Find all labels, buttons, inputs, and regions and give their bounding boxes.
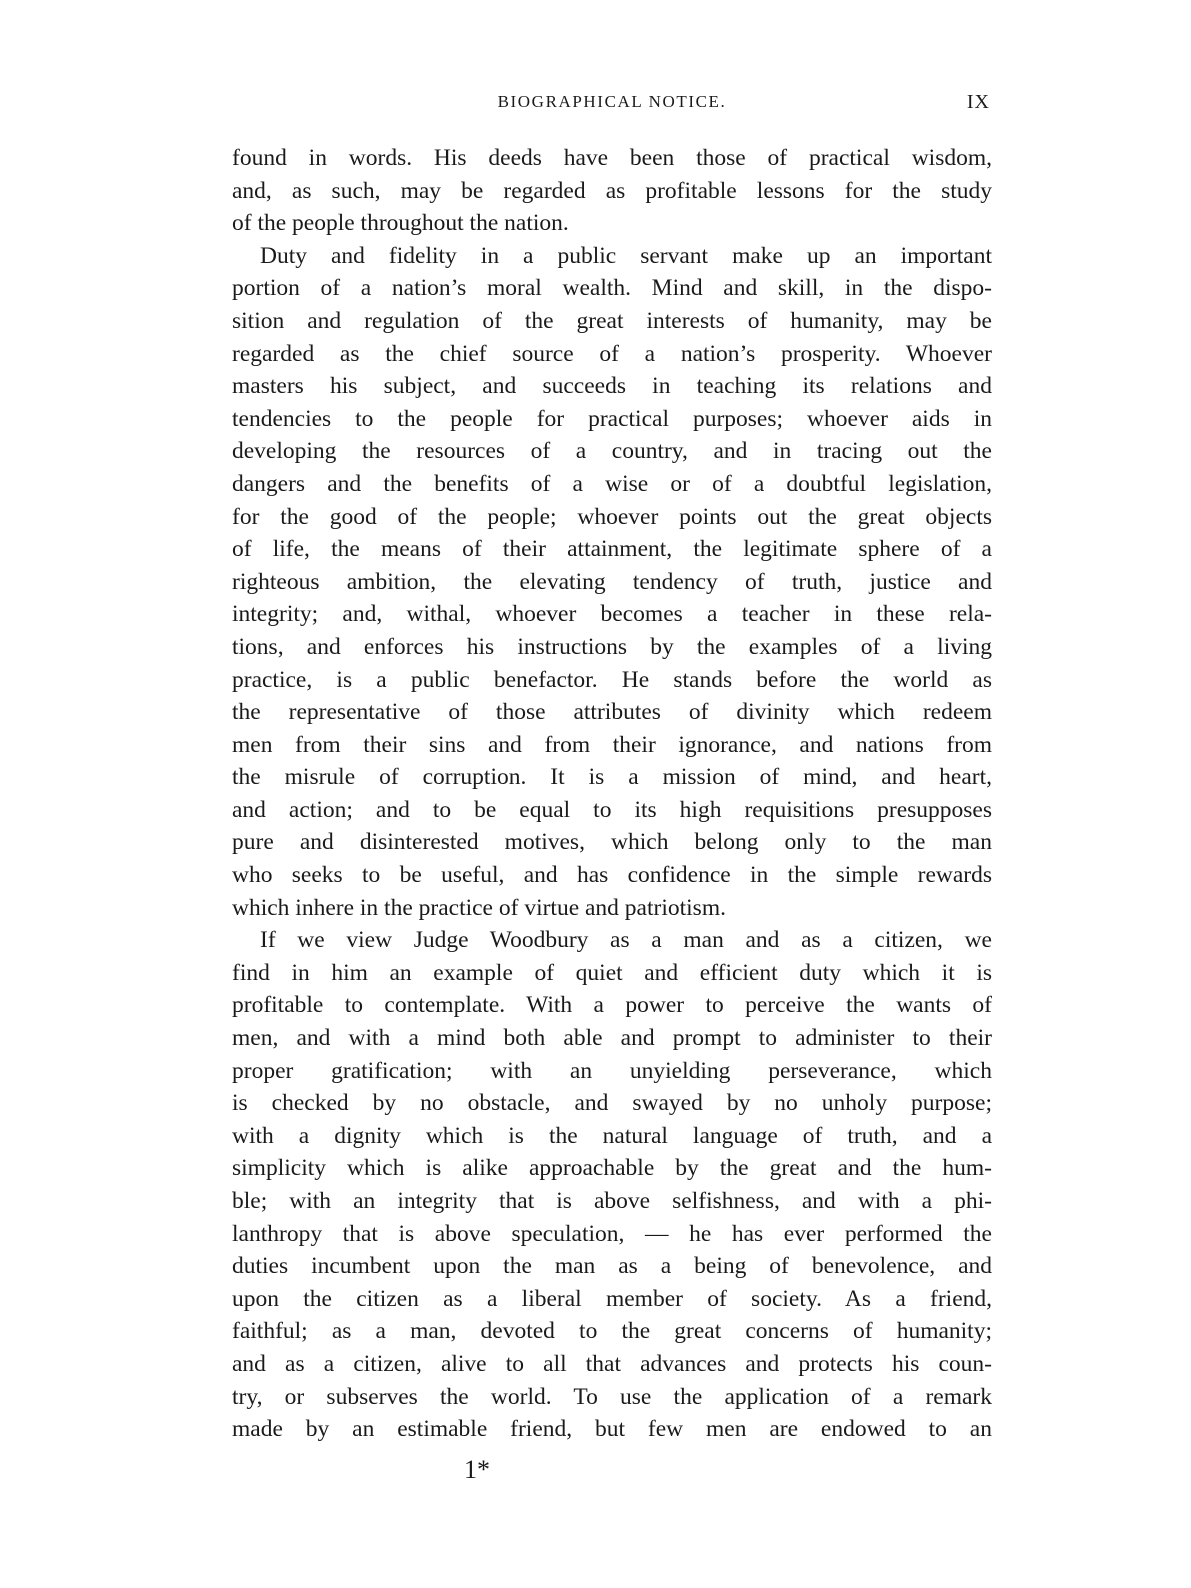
text-line: tions, and enforces his instructions by the examples of a living (232, 633, 992, 660)
text-line: find in him an example of quiet and efficient duty which it is (232, 959, 992, 986)
text-line: made by an estimable friend, but few men are endowed to an (232, 1416, 992, 1443)
text-line: simplicity which is alike approachable by the great and the hum- (232, 1155, 992, 1182)
text-line: the misrule of corruption. It is a mission of mind, and heart, (232, 764, 992, 791)
text-line: is checked by no obstacle, and swayed by no unholy purpose; (232, 1090, 992, 1117)
text-line: men from their sins and from their ignorance, and nations from (232, 731, 992, 758)
text-line: with a dignity which is the natural language of truth, and a (232, 1122, 992, 1149)
text-line: men, and with a mind both able and prompt to administer to their (232, 1025, 992, 1052)
signature-mark: 1* (464, 1455, 490, 1484)
text-line: upon the citizen as a liberal member of society. As a friend, (232, 1285, 992, 1312)
text-line: practice, is a public benefactor. He stands before the world as (232, 666, 992, 693)
text-line: duties incumbent upon the man as a being of benevolence, and (232, 1253, 992, 1280)
text-line: tendencies to the people for practical purposes; whoever aids in (232, 405, 992, 432)
text-line: found in words. His deeds have been those of practical wisdom, (232, 145, 992, 171)
text-line: the representative of those attributes of divinity which redeem (232, 699, 992, 726)
text-line: developing the resources of a country, and in tracing out the (232, 438, 992, 465)
text-line: If we view Judge Woodbury as a man and as a citizen, we (260, 927, 992, 954)
text-line: pure and disinterested motives, which belong only to the man (232, 829, 992, 856)
text-line: dangers and the benefits of a wise or of a doubtful legislation, (232, 470, 992, 497)
text-line: of the people throughout the nation. (232, 210, 569, 237)
text-line: try, or subserves the world. To use the application of a remark (232, 1383, 992, 1410)
text-line: profitable to contemplate. With a power to perceive the wants of (232, 992, 992, 1019)
text-line: regarded as the chief source of a nation’s prosperity. Whoever (232, 340, 992, 367)
text-line: integrity; and, withal, whoever becomes a teacher in these rela- (232, 601, 992, 628)
text-line: portion of a nation’s moral wealth. Mind and skill, in the dispo- (232, 275, 992, 302)
text-line: Duty and fidelity in a public servant make up an important (260, 242, 992, 269)
text-line: and action; and to be equal to its high requisitions presupposes (232, 796, 992, 823)
running-title: BIOGRAPHICAL NOTICE. (497, 92, 727, 111)
text-line: faithful; as a man, devoted to the great concerns of humanity; (232, 1318, 992, 1345)
text-line: and as a citizen, alive to all that advances and protects his coun- (232, 1350, 992, 1377)
text-line: righteous ambition, the elevating tendency of truth, justice and (232, 568, 992, 595)
text-line: which inhere in the practice of virtue and patriotism. (232, 894, 726, 921)
body-text (232, 142, 992, 1446)
text-line: masters his subject, and succeeds in teaching its relations and (232, 373, 992, 400)
text-line: ble; with an integrity that is above selfishness, and with a phi- (232, 1188, 992, 1214)
page-number: IX (966, 91, 990, 113)
text-line: proper gratification; with an unyielding perseverance, which (232, 1057, 992, 1084)
text-line: lanthropy that is above speculation, — he has ever performed the (232, 1220, 992, 1247)
text-line: who seeks to be useful, and has confidence in the simple rewards (232, 862, 992, 889)
text-line: and, as such, may be regarded as profitable lessons for the study (232, 177, 992, 204)
running-head (232, 88, 992, 116)
text-line: sition and regulation of the great interests of humanity, may be (232, 307, 992, 334)
text-line: for the good of the people; whoever points out the great objects (232, 503, 992, 530)
text-line: of life, the means of their attainment, the legitimate sphere of a (232, 536, 992, 563)
